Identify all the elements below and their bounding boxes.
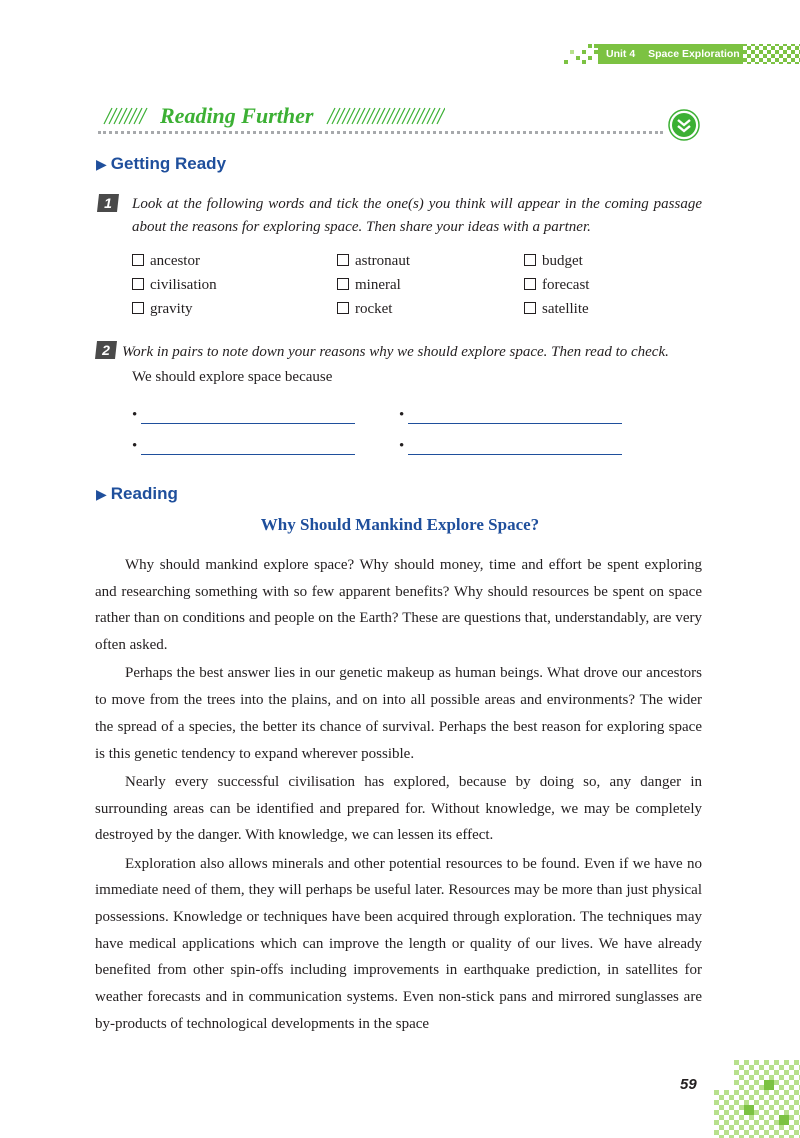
task2-instruction: Work in pairs to note down your reasons why we should explore space. Then read to check. [122, 344, 669, 360]
answer-line[interactable]: • [132, 407, 355, 427]
slash-decoration-left [100, 106, 148, 126]
article-title: Why Should Mankind Explore Space? [260, 515, 540, 534]
triangle-icon: ▶ [96, 486, 107, 502]
checkbox[interactable] [524, 302, 536, 314]
page-number: 59 [680, 1076, 697, 1093]
header-pixel-decoration [558, 42, 600, 66]
getting-ready-heading [96, 154, 226, 174]
section-dotted-divider [98, 131, 663, 134]
blank-input-line[interactable] [141, 408, 355, 424]
checkbox[interactable] [524, 278, 536, 290]
article-body [95, 552, 702, 1039]
blank-input-line[interactable] [408, 439, 622, 455]
article-paragraph: Exploration also allows minerals and other potential resources to be found. Even if we have no immediate need of them, they will perhaps be useful later. Resources may be more than just physical possessions. Knowledge or techniques have been acquired through exploration. The techniques may have medical applications which can improve the length or quality of our lives. We have already benefited from other spin-offs including improvements in earthquake prediction, in satellites for weather forecasts and in communication systems. Even non-stick pans and mirrored sunglasses are by-products of technological developments in the space [95, 855, 702, 1032]
unit-header-band [598, 44, 743, 64]
answer-line[interactable]: • [399, 407, 622, 427]
footer-pixel-decoration [704, 1060, 800, 1138]
answer-line[interactable]: • [399, 438, 622, 458]
checkbox[interactable] [132, 278, 144, 290]
checkbox[interactable] [132, 254, 144, 266]
word-checkbox-item[interactable]: satellite [524, 301, 589, 318]
task-number-badge [94, 340, 118, 360]
slash-decoration-right [325, 106, 445, 126]
checkbox[interactable] [337, 254, 349, 266]
task2-lead-sentence: We should explore space because [132, 369, 333, 385]
article-paragraph: Nearly every successful civilisation has explored, because by doing so, any danger in surrounding areas can be identified and prepared for. Without knowledge, we may be completely destroyed by the danger. With knowledge, we can lessen its effect. [95, 773, 702, 844]
task1-instruction: Look at the following words and tick the one(s) you think will appear in the coming passage about the reasons for exploring space. Then share your ideas with a partner. [132, 196, 702, 235]
word-checkbox-item[interactable]: budget [524, 253, 583, 270]
section-title-bar [100, 103, 480, 131]
task2-number: 2 [102, 342, 110, 358]
checkbox[interactable] [337, 302, 349, 314]
header-checker-decoration [743, 42, 800, 66]
getting-ready-label: Getting Ready [110, 154, 227, 173]
answer-line[interactable]: • [132, 438, 355, 458]
task-number-badge [96, 193, 120, 213]
task1-number: 1 [104, 195, 112, 211]
checkbox[interactable] [337, 278, 349, 290]
reading-heading [96, 484, 178, 504]
reading-label: Reading [110, 484, 178, 503]
word-checkbox-item[interactable]: astronaut [337, 253, 410, 270]
section-title: Reading Further [160, 103, 314, 128]
checkbox[interactable] [524, 254, 536, 266]
word-checkbox-item[interactable]: rocket [337, 301, 392, 318]
article-paragraph: Why should mankind explore space? Why should money, time and effort be spent exploring and researching something with so few apparent benefits? Why should resources be spent on space rather than on conditions and people on the Earth? These are questions that, understandably, are very often asked. [95, 557, 702, 654]
triangle-icon: ▶ [96, 156, 107, 172]
word-checkbox-item[interactable]: gravity [132, 301, 193, 318]
checkbox[interactable] [132, 302, 144, 314]
blank-input-line[interactable] [408, 408, 622, 424]
word-checkbox-item[interactable]: mineral [337, 277, 401, 294]
word-checkbox-item[interactable]: ancestor [132, 253, 200, 270]
word-checkbox-item[interactable]: forecast [524, 277, 589, 294]
unit-topic: Space Exploration [648, 48, 740, 60]
word-checkbox-item[interactable]: civilisation [132, 277, 217, 294]
download-circle-icon [668, 109, 700, 141]
unit-label: Unit 4 [606, 48, 636, 60]
article-paragraph: Perhaps the best answer lies in our genetic makeup as human beings. What drove our ancestors to move from the trees into the plains, and on into all possible areas and environments? The wider the spread of a species, the better its chance of survival. Perhaps the best reason for exploring space is this genetic tendency to expand wherever possible. [95, 665, 702, 762]
blank-input-line[interactable] [141, 439, 355, 455]
